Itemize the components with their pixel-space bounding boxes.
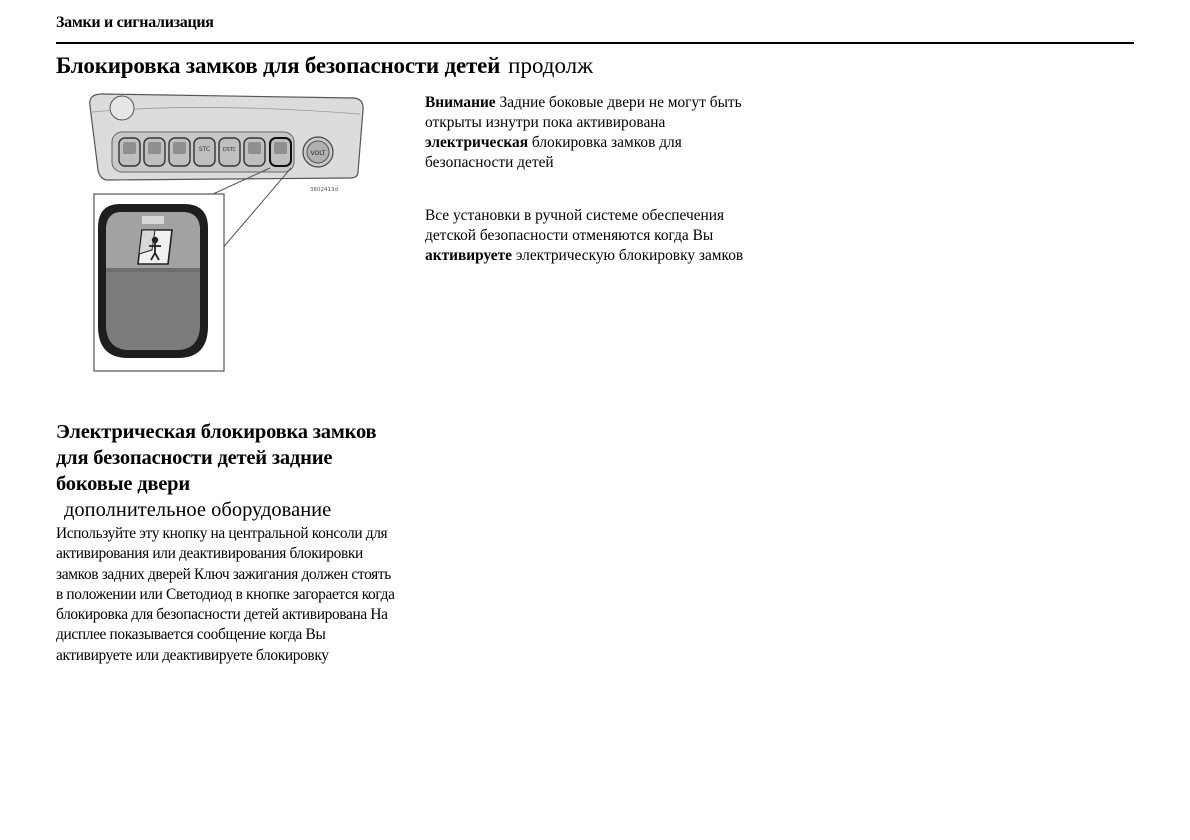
warning-label: Внимание	[425, 94, 496, 111]
led-indicator	[142, 216, 164, 224]
svg-text:VOLT: VOLT	[310, 150, 326, 157]
section-body: Используйте эту кнопку на центральной консоли для активирования или деактивирования блокировки замков задних дверей Ключ зажигания должен стоять в положении или Светодиод в кнопке загорается когда блокировка для безопасности детей активирована На дисплее показывается сообщение когда Вы активируете или деактивируете блокировку	[56, 525, 395, 664]
svg-text:DSTC: DSTC	[222, 147, 237, 153]
note-bold: активируете	[425, 247, 512, 264]
note-text-2: электрическую блокировку замков	[511, 247, 744, 264]
warning-text-2: блокировка замков для безопасности детей	[425, 134, 682, 171]
child-lock-button-zoomed	[98, 204, 208, 358]
figure-code: 3602413d	[310, 187, 338, 193]
main-heading-bold: Блокировка замков для безопасности детей	[56, 53, 501, 78]
section-heading: Электрическая блокировка замков для безопасности детей задние боковые двери	[56, 421, 377, 495]
console-illustration	[82, 92, 372, 374]
warning-paragraph	[425, 93, 770, 173]
header-title: Замки и сигнализация	[56, 14, 214, 31]
child-door-icon	[138, 230, 172, 264]
console-button-child-lock	[270, 138, 291, 166]
console-button-1	[119, 138, 140, 166]
right-column	[425, 93, 770, 266]
console-button-2	[144, 138, 165, 166]
console-button-stc	[194, 138, 215, 166]
warning-bold: электрическая	[425, 134, 529, 151]
svg-text:STC: STC	[198, 146, 211, 153]
console-button-volt	[303, 137, 333, 167]
warning-text-1: Задние боковые двери не могут быть открыты изнутри пока активирована	[425, 94, 742, 131]
console-illustration-svg	[82, 92, 372, 374]
console-button-3	[169, 138, 190, 166]
section-subheading: дополнительное оборудование	[64, 499, 332, 521]
note-paragraph	[425, 206, 770, 266]
console-button-6	[244, 138, 265, 166]
note-text-1: Все установки в ручной системе обеспечения детской безопасности отменяются когда Вы	[425, 207, 725, 244]
console-knob	[110, 96, 134, 120]
console-button-dstc	[219, 138, 240, 166]
page-header	[56, 14, 1134, 44]
main-heading-continued: продолж	[508, 53, 594, 78]
main-heading	[56, 52, 593, 80]
